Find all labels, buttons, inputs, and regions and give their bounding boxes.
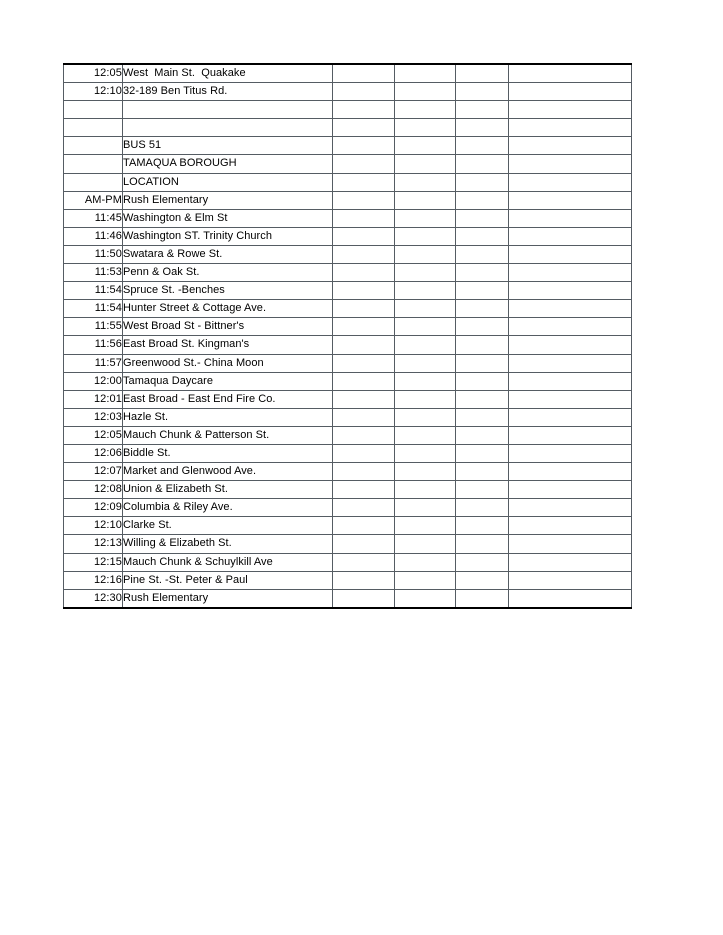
cell-time: 12:08 xyxy=(64,481,123,499)
table-row xyxy=(64,372,632,390)
table-row xyxy=(64,589,632,608)
cell-empty-4 xyxy=(395,408,456,426)
cell-empty-6 xyxy=(509,137,632,155)
table-row xyxy=(64,336,632,354)
cell-empty-3 xyxy=(333,426,395,444)
cell-empty-3 xyxy=(333,209,395,227)
cell-empty-5 xyxy=(456,64,509,83)
cell-empty-5 xyxy=(456,318,509,336)
table-row xyxy=(64,426,632,444)
cell-time: 12:10 xyxy=(64,517,123,535)
cell-empty-3 xyxy=(333,372,395,390)
cell-empty-6 xyxy=(509,354,632,372)
cell-time xyxy=(64,137,123,155)
cell-location: Washington ST. Trinity Church xyxy=(123,227,333,245)
cell-time xyxy=(64,101,123,119)
cell-empty-3 xyxy=(333,119,395,137)
cell-empty-3 xyxy=(333,264,395,282)
cell-empty-3 xyxy=(333,354,395,372)
cell-empty-5 xyxy=(456,227,509,245)
cell-empty-5 xyxy=(456,354,509,372)
cell-empty-5 xyxy=(456,264,509,282)
table-row xyxy=(64,408,632,426)
cell-location: Union & Elizabeth St. xyxy=(123,481,333,499)
cell-empty-4 xyxy=(395,64,456,83)
cell-time: 11:57 xyxy=(64,354,123,372)
cell-location: Rush Elementary xyxy=(123,589,333,608)
cell-empty-3 xyxy=(333,83,395,101)
cell-time: 12:16 xyxy=(64,571,123,589)
cell-empty-4 xyxy=(395,101,456,119)
cell-location: Swatara & Rowe St. xyxy=(123,245,333,263)
cell-time xyxy=(64,155,123,173)
table-row xyxy=(64,191,632,209)
cell-empty-5 xyxy=(456,517,509,535)
cell-empty-3 xyxy=(333,101,395,119)
cell-time: 12:05 xyxy=(64,426,123,444)
cell-time: 11:50 xyxy=(64,245,123,263)
cell-empty-5 xyxy=(456,408,509,426)
cell-empty-4 xyxy=(395,535,456,553)
schedule-table-container xyxy=(63,63,631,609)
cell-location xyxy=(123,101,333,119)
cell-empty-5 xyxy=(456,444,509,462)
cell-empty-3 xyxy=(333,535,395,553)
cell-empty-4 xyxy=(395,300,456,318)
table-row xyxy=(64,64,632,83)
cell-empty-5 xyxy=(456,282,509,300)
cell-empty-3 xyxy=(333,64,395,83)
cell-empty-5 xyxy=(456,535,509,553)
cell-empty-6 xyxy=(509,408,632,426)
table-row xyxy=(64,83,632,101)
cell-empty-4 xyxy=(395,553,456,571)
cell-empty-6 xyxy=(509,336,632,354)
cell-empty-4 xyxy=(395,426,456,444)
cell-empty-5 xyxy=(456,300,509,318)
cell-empty-6 xyxy=(509,264,632,282)
cell-empty-4 xyxy=(395,264,456,282)
cell-empty-5 xyxy=(456,209,509,227)
cell-empty-4 xyxy=(395,137,456,155)
cell-location: 32-189 Ben Titus Rd. xyxy=(123,83,333,101)
cell-empty-6 xyxy=(509,83,632,101)
cell-empty-6 xyxy=(509,589,632,608)
cell-empty-3 xyxy=(333,463,395,481)
cell-location: Hunter Street & Cottage Ave. xyxy=(123,300,333,318)
cell-time: 12:07 xyxy=(64,463,123,481)
cell-empty-3 xyxy=(333,300,395,318)
table-row xyxy=(64,318,632,336)
cell-location: Columbia & Riley Ave. xyxy=(123,499,333,517)
cell-empty-4 xyxy=(395,444,456,462)
cell-time: 11:53 xyxy=(64,264,123,282)
cell-empty-4 xyxy=(395,155,456,173)
cell-empty-5 xyxy=(456,390,509,408)
cell-empty-3 xyxy=(333,571,395,589)
cell-empty-5 xyxy=(456,191,509,209)
cell-empty-4 xyxy=(395,245,456,263)
table-row xyxy=(64,137,632,155)
cell-time: 12:10 xyxy=(64,83,123,101)
cell-empty-6 xyxy=(509,499,632,517)
cell-empty-3 xyxy=(333,137,395,155)
cell-empty-6 xyxy=(509,571,632,589)
cell-time: AM-PM xyxy=(64,191,123,209)
cell-location: Rush Elementary xyxy=(123,191,333,209)
cell-empty-3 xyxy=(333,499,395,517)
cell-empty-6 xyxy=(509,481,632,499)
table-row xyxy=(64,571,632,589)
cell-empty-6 xyxy=(509,101,632,119)
table-row xyxy=(64,481,632,499)
cell-empty-4 xyxy=(395,209,456,227)
table-row xyxy=(64,517,632,535)
cell-location: West Main St. Quakake xyxy=(123,64,333,83)
cell-empty-5 xyxy=(456,372,509,390)
cell-empty-4 xyxy=(395,227,456,245)
cell-empty-3 xyxy=(333,282,395,300)
cell-empty-3 xyxy=(333,553,395,571)
cell-empty-6 xyxy=(509,191,632,209)
table-row xyxy=(64,499,632,517)
cell-empty-5 xyxy=(456,101,509,119)
cell-location: Pine St. -St. Peter & Paul xyxy=(123,571,333,589)
cell-empty-5 xyxy=(456,463,509,481)
cell-empty-5 xyxy=(456,83,509,101)
cell-empty-6 xyxy=(509,209,632,227)
cell-location: West Broad St - Bittner's xyxy=(123,318,333,336)
cell-empty-3 xyxy=(333,318,395,336)
cell-empty-4 xyxy=(395,481,456,499)
table-row xyxy=(64,101,632,119)
cell-empty-4 xyxy=(395,390,456,408)
cell-time: 11:56 xyxy=(64,336,123,354)
cell-empty-3 xyxy=(333,517,395,535)
cell-empty-3 xyxy=(333,245,395,263)
cell-time: 11:54 xyxy=(64,300,123,318)
table-row xyxy=(64,209,632,227)
cell-empty-3 xyxy=(333,191,395,209)
cell-empty-4 xyxy=(395,499,456,517)
cell-location: LOCATION xyxy=(123,173,333,191)
cell-empty-5 xyxy=(456,173,509,191)
cell-empty-6 xyxy=(509,390,632,408)
table-row xyxy=(64,119,632,137)
cell-empty-3 xyxy=(333,408,395,426)
table-row xyxy=(64,553,632,571)
cell-location: TAMAQUA BOROUGH xyxy=(123,155,333,173)
cell-empty-4 xyxy=(395,318,456,336)
cell-location: Mauch Chunk & Patterson St. xyxy=(123,426,333,444)
cell-empty-4 xyxy=(395,282,456,300)
table-row xyxy=(64,535,632,553)
cell-empty-4 xyxy=(395,354,456,372)
cell-time: 12:09 xyxy=(64,499,123,517)
cell-empty-5 xyxy=(456,426,509,444)
table-row xyxy=(64,155,632,173)
cell-empty-3 xyxy=(333,336,395,354)
cell-empty-4 xyxy=(395,173,456,191)
cell-empty-3 xyxy=(333,155,395,173)
cell-time: 11:46 xyxy=(64,227,123,245)
cell-location: East Broad St. Kingman's xyxy=(123,336,333,354)
cell-empty-4 xyxy=(395,336,456,354)
cell-empty-6 xyxy=(509,119,632,137)
cell-empty-6 xyxy=(509,227,632,245)
cell-empty-6 xyxy=(509,64,632,83)
cell-empty-3 xyxy=(333,589,395,608)
cell-time: 12:30 xyxy=(64,589,123,608)
table-row xyxy=(64,264,632,282)
cell-time: 11:55 xyxy=(64,318,123,336)
cell-empty-6 xyxy=(509,372,632,390)
cell-empty-3 xyxy=(333,390,395,408)
cell-empty-4 xyxy=(395,191,456,209)
cell-time: 12:06 xyxy=(64,444,123,462)
cell-empty-4 xyxy=(395,463,456,481)
cell-empty-6 xyxy=(509,463,632,481)
cell-empty-4 xyxy=(395,589,456,608)
table-row xyxy=(64,173,632,191)
cell-empty-4 xyxy=(395,517,456,535)
cell-location: BUS 51 xyxy=(123,137,333,155)
cell-location: Biddle St. xyxy=(123,444,333,462)
cell-empty-5 xyxy=(456,336,509,354)
cell-time xyxy=(64,173,123,191)
cell-empty-3 xyxy=(333,173,395,191)
cell-time: 11:45 xyxy=(64,209,123,227)
cell-time: 11:54 xyxy=(64,282,123,300)
cell-empty-5 xyxy=(456,119,509,137)
table-row xyxy=(64,463,632,481)
cell-time: 12:15 xyxy=(64,553,123,571)
table-row xyxy=(64,390,632,408)
cell-location: Market and Glenwood Ave. xyxy=(123,463,333,481)
cell-empty-3 xyxy=(333,481,395,499)
table-row xyxy=(64,282,632,300)
cell-empty-6 xyxy=(509,553,632,571)
cell-empty-6 xyxy=(509,535,632,553)
cell-empty-6 xyxy=(509,155,632,173)
cell-location: East Broad - East End Fire Co. xyxy=(123,390,333,408)
cell-empty-5 xyxy=(456,589,509,608)
cell-empty-6 xyxy=(509,444,632,462)
cell-empty-6 xyxy=(509,245,632,263)
cell-time: 12:05 xyxy=(64,64,123,83)
cell-location: Tamaqua Daycare xyxy=(123,372,333,390)
cell-time xyxy=(64,119,123,137)
cell-location xyxy=(123,119,333,137)
cell-location: Clarke St. xyxy=(123,517,333,535)
cell-empty-6 xyxy=(509,318,632,336)
cell-location: Washington & Elm St xyxy=(123,209,333,227)
bus-route-schedule-table xyxy=(63,63,632,609)
cell-location: Mauch Chunk & Schuylkill Ave xyxy=(123,553,333,571)
cell-empty-5 xyxy=(456,553,509,571)
cell-location: Penn & Oak St. xyxy=(123,264,333,282)
cell-empty-3 xyxy=(333,227,395,245)
cell-empty-4 xyxy=(395,372,456,390)
cell-empty-5 xyxy=(456,155,509,173)
table-row xyxy=(64,227,632,245)
table-row xyxy=(64,444,632,462)
cell-empty-4 xyxy=(395,571,456,589)
cell-empty-6 xyxy=(509,173,632,191)
cell-empty-5 xyxy=(456,499,509,517)
cell-empty-6 xyxy=(509,300,632,318)
cell-empty-4 xyxy=(395,119,456,137)
cell-empty-5 xyxy=(456,137,509,155)
table-row xyxy=(64,245,632,263)
cell-empty-5 xyxy=(456,571,509,589)
cell-time: 12:01 xyxy=(64,390,123,408)
cell-time: 12:13 xyxy=(64,535,123,553)
cell-time: 12:03 xyxy=(64,408,123,426)
table-row xyxy=(64,354,632,372)
cell-location: Greenwood St.- China Moon xyxy=(123,354,333,372)
cell-empty-6 xyxy=(509,517,632,535)
cell-location: Willing & Elizabeth St. xyxy=(123,535,333,553)
cell-empty-4 xyxy=(395,83,456,101)
cell-time: 12:00 xyxy=(64,372,123,390)
cell-empty-5 xyxy=(456,245,509,263)
table-row xyxy=(64,300,632,318)
cell-location: Hazle St. xyxy=(123,408,333,426)
schedule-table-body xyxy=(64,64,632,608)
cell-empty-6 xyxy=(509,426,632,444)
cell-empty-5 xyxy=(456,481,509,499)
cell-empty-6 xyxy=(509,282,632,300)
cell-location: Spruce St. -Benches xyxy=(123,282,333,300)
cell-empty-3 xyxy=(333,444,395,462)
